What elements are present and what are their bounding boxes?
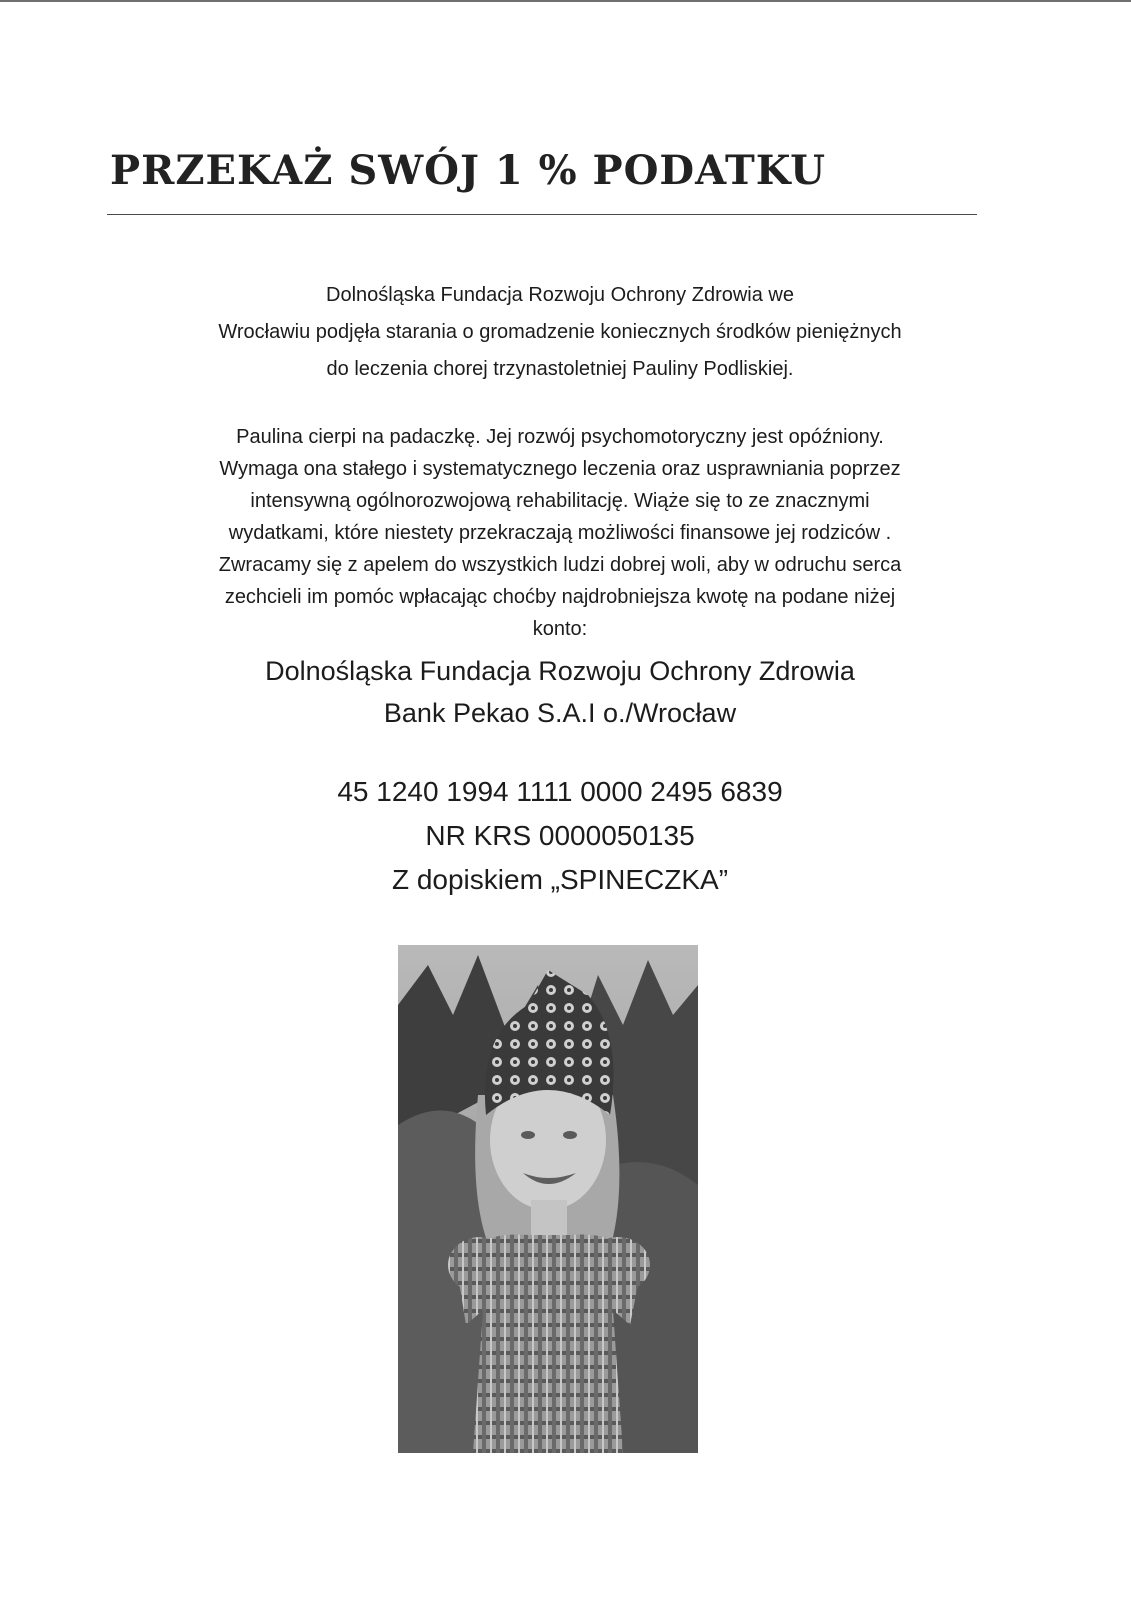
intro-line: Wrocławiu podjęła starania o gromadzenie koniecznych środków pieniężnych	[218, 321, 902, 343]
transfer-note: Z dopiskiem „SPINECZKA”	[391, 864, 729, 895]
intro-line: do leczenia chorej trzynastoletniej Pauliny Podliskiej.	[326, 358, 794, 380]
foundation-name: Dolnośląska Fundacja Rozwoju Ochrony Zdrowia	[265, 656, 855, 686]
photo-sleeve-right	[586, 1237, 650, 1293]
appeal-line: Wymaga ona stałego i systematycznego leczenia oraz usprawniania poprzez	[219, 458, 901, 480]
appeal-line: Zwracamy się z apelem do wszystkich ludzi dobrej woli, aby w odruchu serca	[218, 554, 902, 576]
appeal-line: Paulina cierpi na padaczkę. Jej rozwój psychomotoryczny jest opóźniony.	[236, 426, 884, 448]
bank-name: Bank Pekao S.A.I o./Wrocław	[383, 698, 737, 728]
photo-neck	[531, 1200, 567, 1240]
account-number: 45 1240 1994 1111 0000 2495 6839	[337, 776, 783, 807]
intro-line: Dolnośląska Fundacja Rozwoju Ochrony Zdrowia we	[326, 284, 794, 306]
appeal-line: konto:	[532, 618, 588, 640]
photo-eye-right	[563, 1131, 577, 1139]
scan-top-edge	[0, 0, 1131, 2]
girl-photo	[398, 945, 698, 1453]
appeal-paragraph	[90, 421, 1030, 645]
appeal-line: wydatkami, które niestety przekraczają możliwości finansowe jej rodziców .	[228, 522, 892, 544]
appeal-line: zechcieli im pomóc wpłacając choćby najdrobniejsza kwotę na podane niżej	[224, 586, 896, 608]
account-details	[90, 650, 1030, 734]
payment-identifiers	[90, 770, 1030, 902]
document-title: PRZEKAŻ SWÓJ 1 % PODATKU	[110, 147, 826, 194]
intro-paragraph	[90, 277, 1030, 388]
krs-number: NR KRS 0000050135	[425, 820, 695, 851]
title-underline	[107, 214, 977, 215]
photo-eye-left	[521, 1131, 535, 1139]
appeal-line: intensywną ogólnorozwojową rehabilitację. Wiąże się to ze znacznymi	[250, 490, 870, 512]
photo-sleeve-left	[448, 1237, 512, 1293]
